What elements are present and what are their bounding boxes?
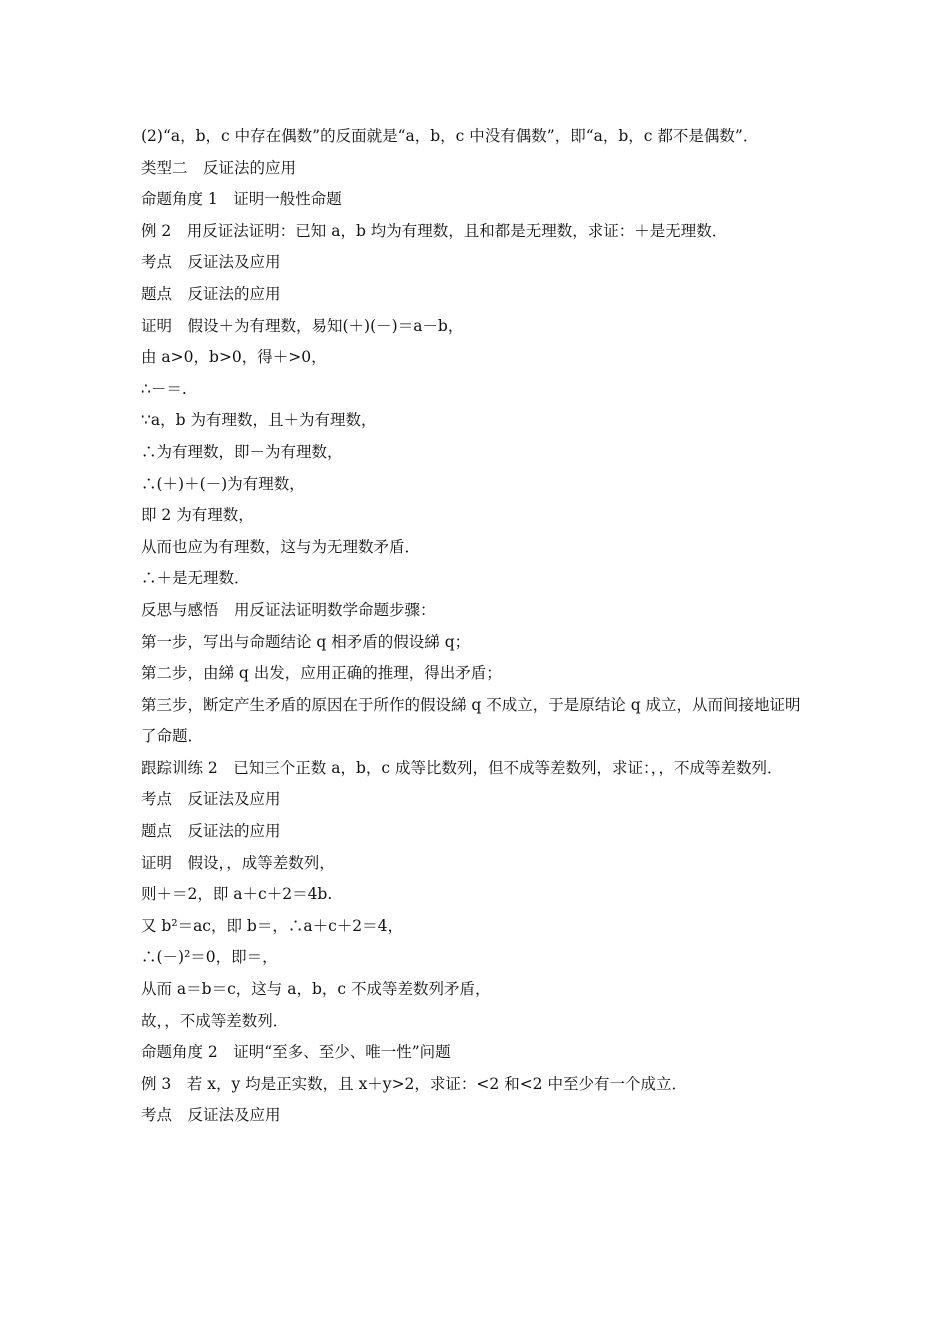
text-line: 证明 假设，，成等差数列， <box>141 853 335 872</box>
text-line: 考点 反证法及应用 <box>141 253 281 272</box>
text-line: 第一步，写出与命题结论 q 相矛盾的假设綈 q； <box>141 632 471 651</box>
text-line: ∴(＋)＋(－)为有理数， <box>141 474 305 493</box>
text-line: 从而也应为有理数，这与为无理数矛盾． <box>141 537 421 556</box>
text-line: 则＋＝2，即 a＋c＋2＝4b. <box>141 885 333 904</box>
text-line: (2)“a，b，c 中存在偶数”的反面就是“a，b，c 中没有偶数”，即“a，b，c 都不是偶数”． <box>141 127 759 145</box>
text-line: 由 a>0，b>0，得＋>0， <box>141 348 327 367</box>
text-line: 命题角度 1 证明一般性命题 <box>141 190 342 209</box>
text-line: 考点 反证法及应用 <box>141 790 281 809</box>
text-line: 类型二 反证法的应用 <box>141 158 297 177</box>
text-line: 跟踪训练 2 已知三个正数 a，b，c 成等比数列，但不成等差数列，求证：，，不成等差数列． <box>141 758 783 777</box>
document-body <box>141 121 811 1132</box>
text-line: 例 2 用反证法证明：已知 a，b 均为有理数，且和都是无理数，求证：＋是无理数． <box>141 221 728 240</box>
text-line: 例 3 若 x，y 均是正实数，且 x＋y>2，求证：<2 和<2 中至少有一个成立． <box>141 1074 687 1093</box>
text-line: 题点 反证法的应用 <box>141 284 281 303</box>
text-line: 即 2 为有理数， <box>141 506 254 525</box>
text-line: 故，，不成等差数列． <box>141 1011 289 1030</box>
text-line: ∴为有理数，即－为有理数， <box>141 442 343 461</box>
text-line: 第三步，断定产生矛盾的原因在于所作的假设綈 q 不成立，于是原结论 q 成立，从而间接地证明了命题． <box>141 695 801 746</box>
text-line: 第二步，由綈 q 出发，应用正确的推理，得出矛盾； <box>141 664 502 683</box>
text-line: ∴＋是无理数． <box>141 569 250 588</box>
text-line: 证明 假设＋为有理数，易知(＋)(－)＝a－b， <box>141 316 464 335</box>
text-line: 考点 反证法及应用 <box>141 1106 281 1125</box>
text-line: 题点 反证法的应用 <box>141 822 281 841</box>
text-line: ∴(－)²＝0，即＝， <box>141 948 278 967</box>
text-line: ∴－＝. <box>141 379 187 398</box>
text-line: 又 b²＝ac，即 b＝，∴a＋c＋2＝4， <box>141 916 403 935</box>
text-line: 命题角度 2 证明“至多、至少、唯一性”问题 <box>141 1043 451 1062</box>
text-line: ∵a，b 为有理数，且＋为有理数， <box>141 411 377 430</box>
text-line: 反思与感悟 用反证法证明数学命题步骤： <box>141 600 436 619</box>
text-line: 从而 a＝b＝c，这与 a，b，c 不成等差数列矛盾， <box>141 980 491 999</box>
